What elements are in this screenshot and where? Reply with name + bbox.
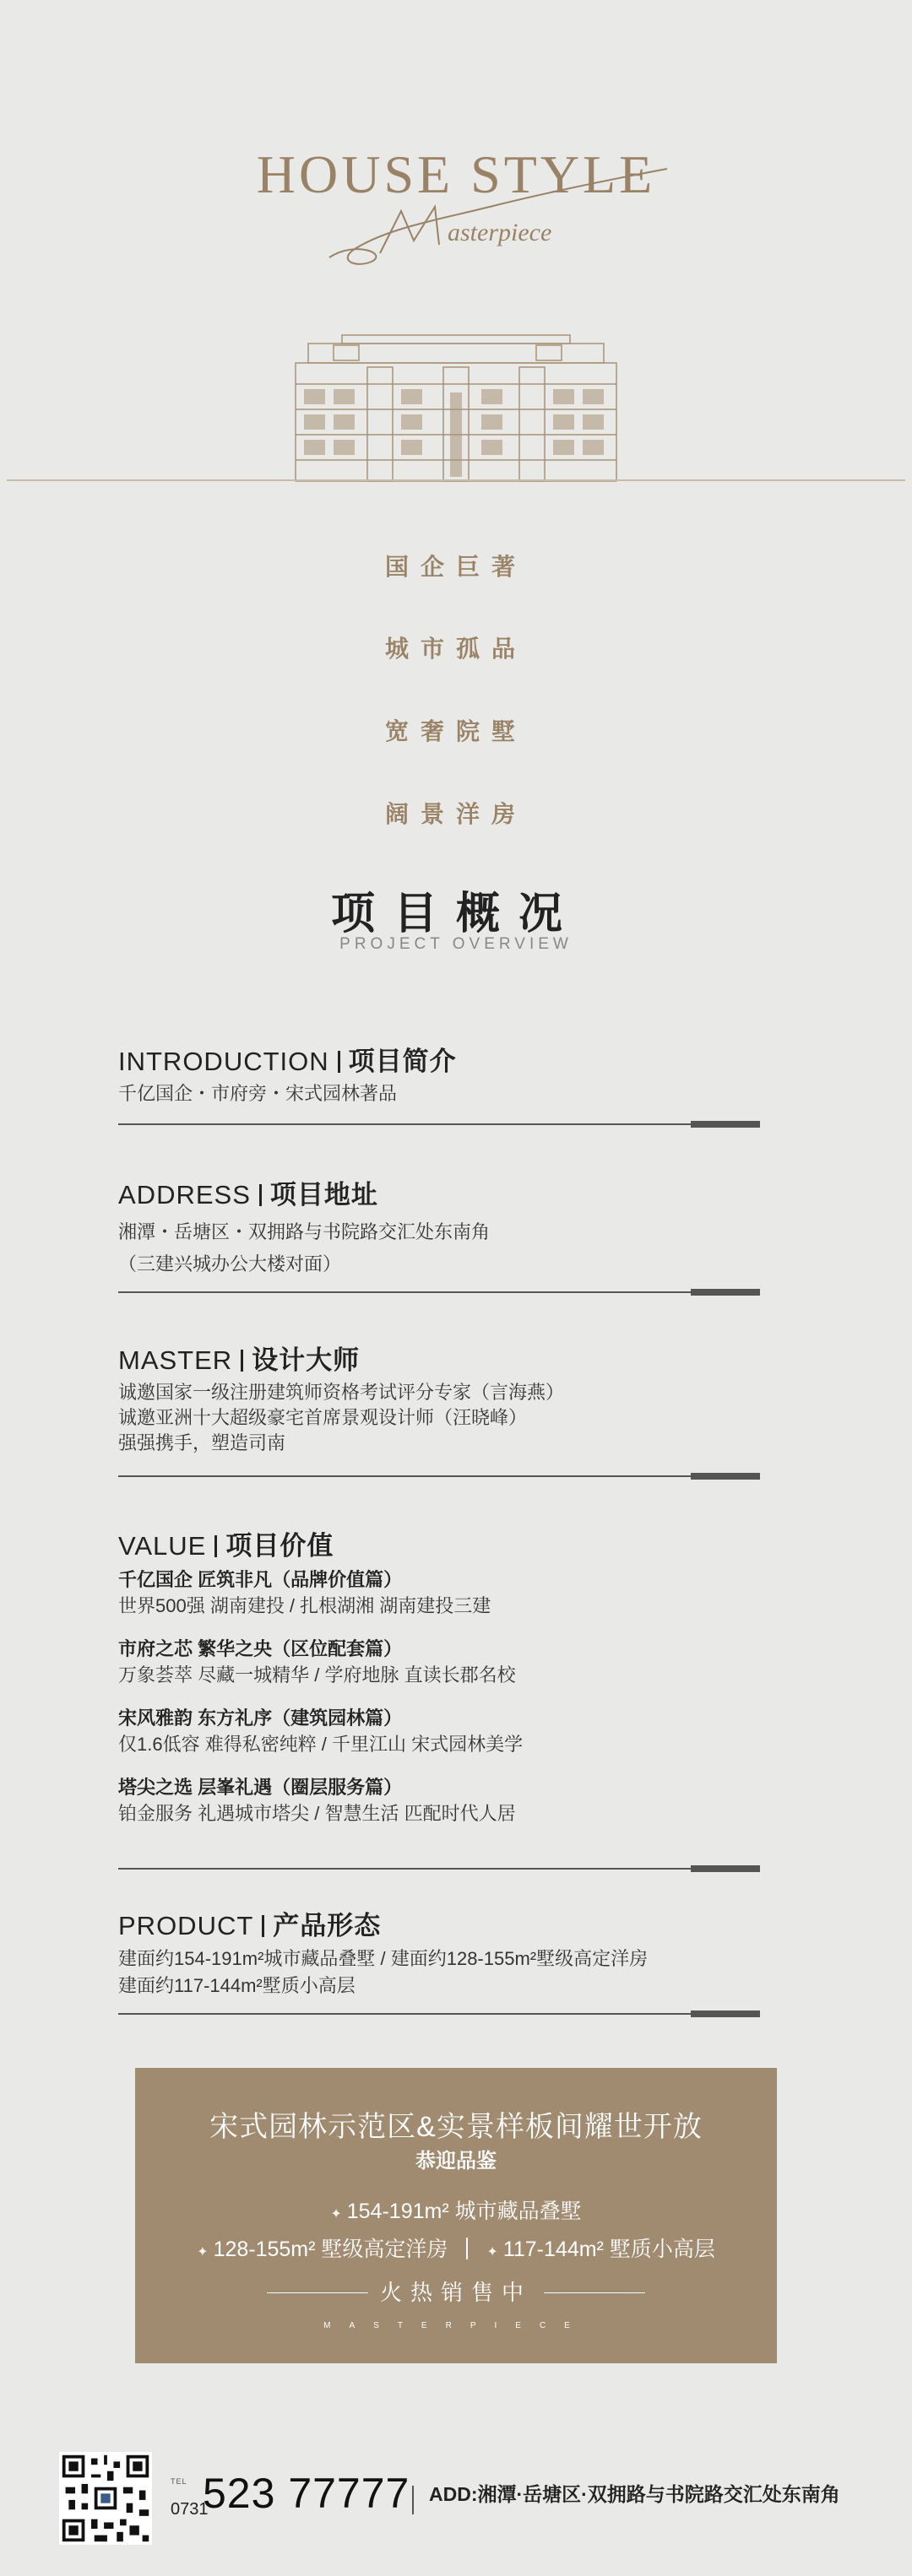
section-divider (118, 2013, 760, 2015)
tel-label: TEL (171, 2477, 187, 2486)
value-item-text: 铂金服务 礼遇城市塔尖 / 智慧生活 匹配时代人居 (118, 1803, 516, 1824)
promo-subtitle: 恭迎品鉴 (415, 2150, 497, 2173)
section-text: 强强携手，塑造司南 (118, 1432, 286, 1453)
overview-subtitle: PROJECT OVERVIEW (339, 935, 573, 953)
promo-line-2b: 117-144m² 墅质小高层 (502, 2238, 715, 2261)
section-label-cn: 产品形态 (273, 1911, 382, 1940)
phone-number[interactable]: 523 77777 (203, 2470, 410, 2517)
brand-title: HOUSE STYLE (256, 144, 656, 204)
section-introduction (118, 1040, 760, 1110)
section-text: （三建兴城办公大楼对面） (118, 1253, 342, 1274)
tagline-1: 国企巨著 (384, 555, 527, 581)
promo-banner (135, 2068, 777, 2363)
section-text: 千亿国企・市府旁・宋式园林著品 (118, 1083, 398, 1104)
value-item-text: 仅1.6低容 难得私密纯粹 / 千里江山 宋式园林美学 (118, 1734, 524, 1755)
value-item-head: 塔尖之选 层峯礼遇（圈层服务篇） (118, 1777, 403, 1798)
footer-divider (412, 2486, 414, 2514)
section-label-en: VALUE (118, 1531, 207, 1561)
section-label-en: MASTER (118, 1345, 233, 1375)
tagline-2: 城市孤品 (384, 636, 527, 663)
section-value (118, 1524, 760, 1844)
section-label-en: PRODUCT (118, 1911, 254, 1940)
promo-title: 宋式园林示范区&实景样板间耀世开放 (209, 2111, 703, 2143)
section-text: 诚邀亚洲十大超级豪宅首席景观设计师（汪晓峰） (118, 1407, 528, 1428)
section-text: 建面约154-191m²城市藏品叠墅 / 建面约128-155m²墅级高定洋房 (118, 1948, 649, 1969)
promo-line-2a: 128-155m² 墅级高定洋房 (213, 2238, 448, 2261)
section-label-en: ADDRESS (118, 1180, 251, 1210)
qr-code (59, 2452, 152, 2545)
hero-divider (7, 479, 905, 481)
brand-script-logo (321, 160, 676, 270)
section-label-cn: 设计大师 (252, 1345, 361, 1375)
promo-line-1: 154-191m² 城市藏品叠墅 (346, 2200, 582, 2223)
section-label-cn: 项目价值 (225, 1531, 334, 1561)
tagline-4: 阔景洋房 (384, 802, 527, 828)
footer-address: ADD:湘潭·岳塘区·双拥路与书院路交汇处东南角 (429, 2483, 840, 2505)
area-code: 0731 (171, 2500, 209, 2519)
promo-hot-sale: 火热销售中 (379, 2280, 532, 2305)
value-item-text: 万象荟萃 尽藏一城精华 / 学府地脉 直读长郡名校 (118, 1664, 516, 1686)
sparkle-icon: ✦ (197, 2245, 209, 2259)
sparkle-icon: ✦ (330, 2207, 342, 2222)
tagline-3: 宽奢院墅 (384, 719, 527, 745)
value-item-head: 宋风雅韵 东方礼序（建筑园林篇） (118, 1707, 403, 1729)
value-item-head: 千亿国企 匠筑非凡（品牌价值篇） (118, 1569, 403, 1590)
section-master (118, 1339, 760, 1456)
section-divider (118, 1123, 760, 1125)
section-product (118, 1904, 760, 2000)
sparkle-icon: ✦ (486, 2245, 498, 2259)
section-text: 湘潭・岳塘区・双拥路与书院路交汇处东南角 (118, 1221, 491, 1242)
promo-masterpiece: MASTERPIECE (323, 2321, 589, 2330)
overview-title: 项目概况 (330, 890, 581, 939)
section-label-cn: 项目地址 (269, 1180, 378, 1210)
svg-text:asterpiece: asterpiece (448, 219, 552, 246)
section-text: 建面约117-144m²墅质小高层 (118, 1975, 356, 1996)
building-illustration (291, 333, 621, 485)
section-divider (118, 1868, 760, 1870)
section-divider (118, 1291, 760, 1293)
section-label-en: INTRODUCTION (118, 1047, 329, 1076)
section-label-cn: 项目简介 (348, 1047, 457, 1076)
value-item-text: 世界500强 湖南建投 / 扎根湖湘 湖南建投三建 (118, 1595, 491, 1616)
section-address (118, 1173, 760, 1280)
value-item-head: 市府之芯 繁华之央（区位配套篇） (118, 1638, 403, 1659)
section-text: 诚邀国家一级注册建筑师资格考试评分专家（言海燕） (118, 1382, 565, 1403)
section-divider (118, 1475, 760, 1477)
